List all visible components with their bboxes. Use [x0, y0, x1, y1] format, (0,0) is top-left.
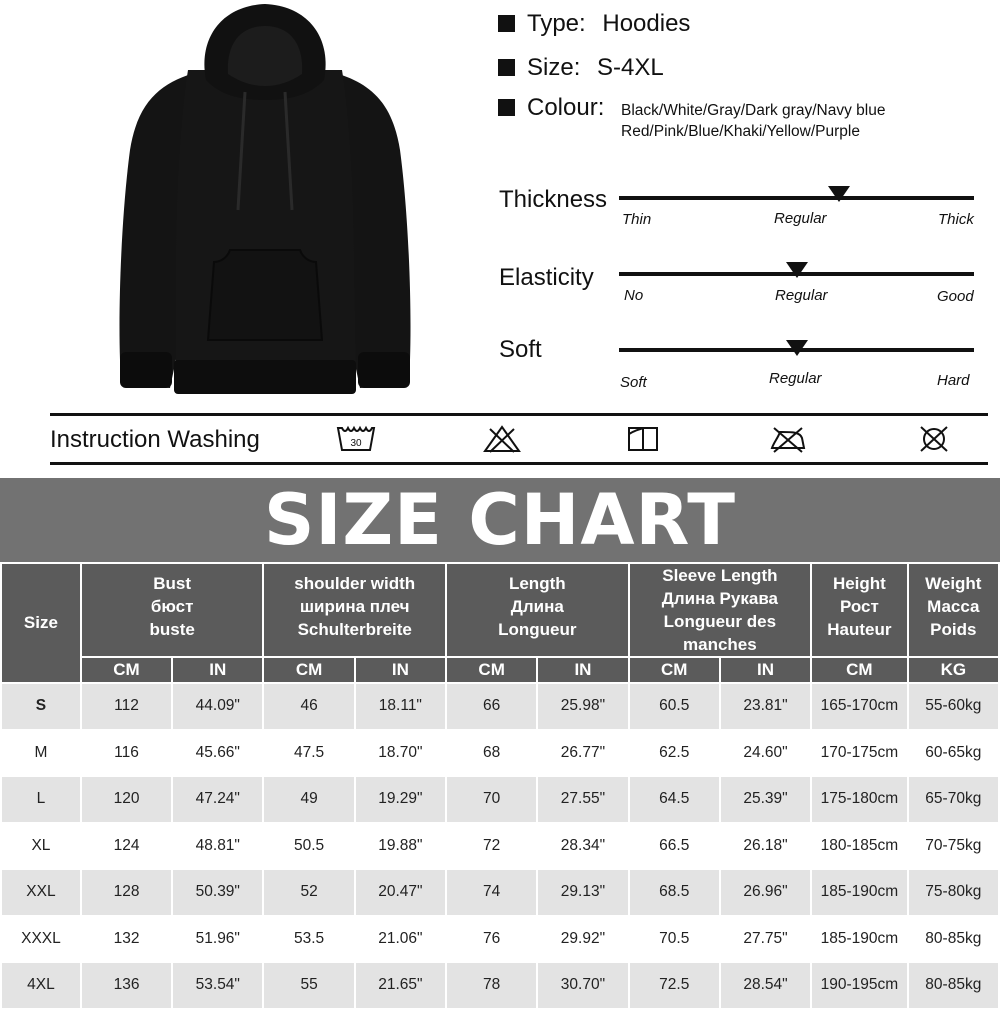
scale-right-label: Good: [937, 288, 974, 305]
table-cell: 75-80kg: [908, 869, 999, 916]
scale-mid-label: Regular: [775, 287, 828, 304]
colour-line-1: Black/White/Gray/Dark gray/Navy blue: [621, 102, 886, 119]
table-cell: 185-190cm: [811, 916, 907, 963]
unit-header: CM: [81, 657, 172, 683]
table-cell: 190-195cm: [811, 962, 907, 1009]
scale-right-label: Thick: [938, 211, 974, 228]
table-cell: 18.70": [355, 730, 446, 777]
table-cell: 53.54": [172, 962, 263, 1009]
wash-30-icon: [336, 424, 376, 454]
table-cell: 76: [446, 916, 537, 963]
table-cell: 116: [81, 730, 172, 777]
table-cell: 66.5: [629, 823, 720, 870]
table-cell: 26.18": [720, 823, 811, 870]
table-cell: 26.96": [720, 869, 811, 916]
size-value: S-4XL: [597, 54, 664, 81]
table-cell: 80-85kg: [908, 916, 999, 963]
scale-line: [619, 196, 974, 200]
table-cell: 46: [263, 683, 354, 730]
table-cell: 53.5: [263, 916, 354, 963]
length-header: Length Длина Longueur: [446, 563, 629, 657]
table-cell: 50.5: [263, 823, 354, 870]
size-label: Size:: [527, 54, 581, 81]
tumble-dry-icon: [623, 424, 663, 454]
table-cell: 47.5: [263, 730, 354, 777]
hoodie-image: [110, 0, 420, 400]
table-cell: 19.29": [355, 776, 446, 823]
table-cell: 45.66": [172, 730, 263, 777]
table-row: [1, 683, 999, 730]
product-info: [0, 0, 1000, 478]
size-cell: XL: [1, 823, 81, 870]
weight-header: Weight Масса Poids: [908, 563, 999, 657]
size-cell: L: [1, 776, 81, 823]
table-cell: 60.5: [629, 683, 720, 730]
scale-marker: [786, 262, 808, 278]
unit-header: CM: [446, 657, 537, 683]
table-cell: 27.75": [720, 916, 811, 963]
table-cell: 60-65kg: [908, 730, 999, 777]
divider-bottom: [50, 462, 988, 465]
table-cell: 55-60kg: [908, 683, 999, 730]
do-not-iron-icon: [768, 424, 808, 454]
unit-header: CM: [811, 657, 907, 683]
unit-header: IN: [355, 657, 446, 683]
unit-header: CM: [629, 657, 720, 683]
table-cell: 120: [81, 776, 172, 823]
scale-title: Thickness: [499, 186, 608, 213]
table-cell: 175-180cm: [811, 776, 907, 823]
washing-title: Instruction Washing: [50, 426, 260, 453]
table-cell: 25.98": [537, 683, 628, 730]
size-table: [0, 562, 1000, 1010]
scale-right-label: Hard: [937, 372, 970, 389]
table-cell: 136: [81, 962, 172, 1009]
type-value: Hoodies: [602, 10, 691, 37]
table-cell: 55: [263, 962, 354, 1009]
table-cell: 65-70kg: [908, 776, 999, 823]
table-cell: 74: [446, 869, 537, 916]
table-cell: 23.81": [720, 683, 811, 730]
colour-list: [621, 100, 885, 142]
table-cell: 30.70": [537, 962, 628, 1009]
colour-label: Colour:: [527, 94, 605, 121]
table-cell: 27.55": [537, 776, 628, 823]
table-cell: 26.77": [537, 730, 628, 777]
table-row: [1, 962, 999, 1009]
scale-marker: [828, 186, 850, 202]
sleeve-header: Sleeve Length Длина Рукава Longueur des manches: [629, 563, 812, 657]
scale-marker: [786, 340, 808, 356]
size-chart-title: SIZE CHART: [263, 479, 737, 561]
table-cell: 68.5: [629, 869, 720, 916]
unit-header: IN: [537, 657, 628, 683]
size-header: Size: [1, 563, 81, 683]
table-cell: 132: [81, 916, 172, 963]
table-cell: 170-175cm: [811, 730, 907, 777]
scale-mid-label: Regular: [774, 210, 827, 227]
do-not-bleach-icon: [482, 424, 522, 454]
table-cell: 64.5: [629, 776, 720, 823]
table-cell: 80-85kg: [908, 962, 999, 1009]
unit-header: IN: [720, 657, 811, 683]
table-cell: 28.34": [537, 823, 628, 870]
scale-mid-label: Regular: [769, 370, 822, 387]
table-cell: 72.5: [629, 962, 720, 1009]
table-row: [1, 730, 999, 777]
type-label: Type:: [527, 10, 586, 37]
unit-header: CM: [263, 657, 354, 683]
table-row: [1, 916, 999, 963]
do-not-dry-clean-icon: [914, 424, 954, 454]
table-row: [1, 776, 999, 823]
table-cell: 70-75kg: [908, 823, 999, 870]
table-cell: 25.39": [720, 776, 811, 823]
table-cell: 66: [446, 683, 537, 730]
size-cell: 4XL: [1, 962, 81, 1009]
table-cell: 21.65": [355, 962, 446, 1009]
table-row: [1, 869, 999, 916]
size-table-body: [1, 683, 999, 1009]
table-cell: 68: [446, 730, 537, 777]
colour-line-2: Red/Pink/Blue/Khaki/Yellow/Purple: [621, 123, 860, 140]
table-cell: 70.5: [629, 916, 720, 963]
size-cell: M: [1, 730, 81, 777]
wash-temp: 30: [350, 438, 362, 449]
scale-left-label: No: [624, 287, 644, 304]
size-cell: XXL: [1, 869, 81, 916]
header-row: [1, 563, 999, 657]
table-cell: 18.11": [355, 683, 446, 730]
table-cell: 49: [263, 776, 354, 823]
size-chart: [0, 478, 1000, 1000]
unit-header: KG: [908, 657, 999, 683]
table-cell: 48.81": [172, 823, 263, 870]
table-cell: 50.39": [172, 869, 263, 916]
table-cell: 70: [446, 776, 537, 823]
bust-header: Bust бюст buste: [81, 563, 264, 657]
size-spec: [498, 54, 664, 82]
table-cell: 185-190cm: [811, 869, 907, 916]
table-cell: 20.47": [355, 869, 446, 916]
table-cell: 44.09": [172, 683, 263, 730]
table-cell: 112: [81, 683, 172, 730]
table-cell: 51.96": [172, 916, 263, 963]
table-row: [1, 823, 999, 870]
table-cell: 124: [81, 823, 172, 870]
table-cell: 78: [446, 962, 537, 1009]
table-cell: 52: [263, 869, 354, 916]
table-cell: 19.88": [355, 823, 446, 870]
unit-header: IN: [172, 657, 263, 683]
size-cell: XXXL: [1, 916, 81, 963]
table-cell: 24.60": [720, 730, 811, 777]
table-cell: 29.92": [537, 916, 628, 963]
scale-title: Elasticity: [499, 264, 594, 291]
scale-title: Soft: [499, 336, 542, 363]
size-cell: S: [1, 683, 81, 730]
scale-left-label: Soft: [620, 374, 647, 391]
height-header: Height Рост Hauteur: [811, 563, 907, 657]
table-cell: 29.13": [537, 869, 628, 916]
table-cell: 128: [81, 869, 172, 916]
shoulder-header: shoulder width ширина плеч Schulterbreite: [263, 563, 446, 657]
colour-spec: [498, 94, 614, 122]
table-cell: 180-185cm: [811, 823, 907, 870]
divider-top: [50, 413, 988, 416]
table-cell: 165-170cm: [811, 683, 907, 730]
table-cell: 72: [446, 823, 537, 870]
table-cell: 62.5: [629, 730, 720, 777]
table-cell: 47.24": [172, 776, 263, 823]
scale-left-label: Thin: [622, 211, 652, 228]
type-spec: [498, 10, 690, 38]
table-cell: 21.06": [355, 916, 446, 963]
unit-row: [1, 657, 999, 683]
table-cell: 28.54": [720, 962, 811, 1009]
